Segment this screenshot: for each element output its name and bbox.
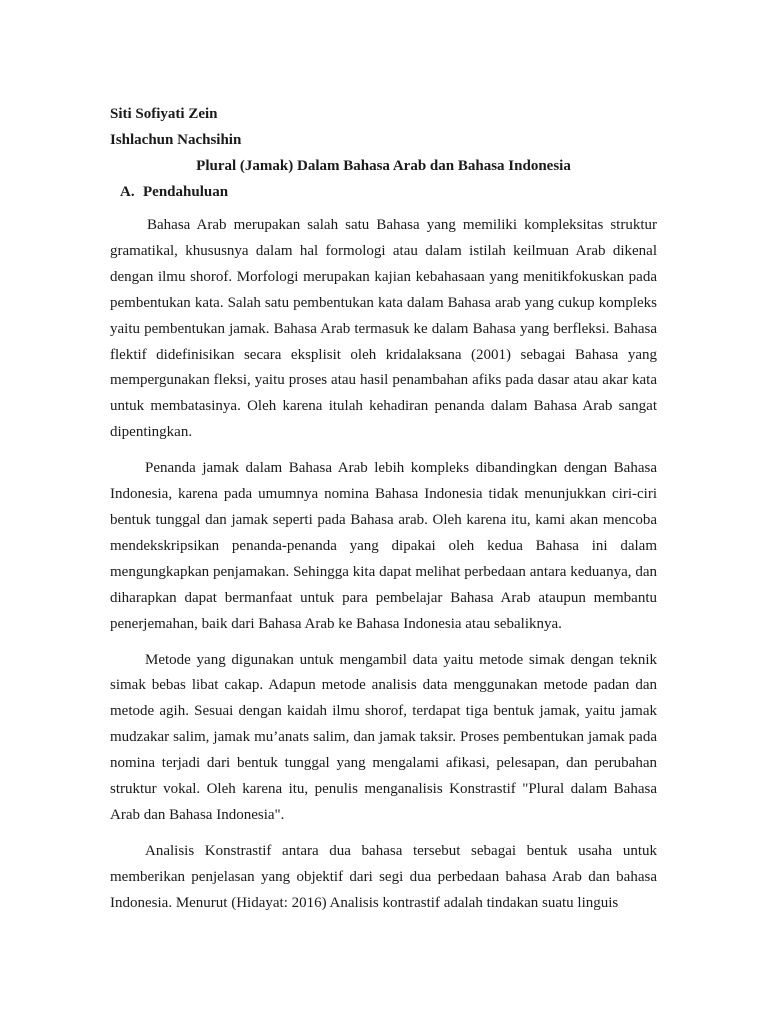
paragraph: Analisis Konstrastif antara dua bahasa tersebut sebagai bentuk usaha untuk memberikan penjelasan yang objektif dari segi dua perbedaan bahasa Arab dan bahasa Indonesia. Menurut (Hidayat: 2016) Analisis kontrastif adalah tindakan suatu linguis (110, 842, 657, 911)
author-name-1: Siti Sofiyati Zein (110, 106, 218, 122)
document-body (110, 101, 657, 927)
section-number: A. (120, 184, 135, 200)
document-title: Plural (Jamak) Dalam Bahasa Arab dan Bahasa Indonesia (196, 158, 571, 174)
paragraph: Metode yang digunakan untuk mengambil data yaitu metode simak dengan teknik simak bebas libat cakap. Adapun metode analisis data menggunakan metode padan dan metode agih. Sesuai dengan kaidah ilmu shorof, terdapat tiga bentuk jamak, yaitu jamak mudzakar salim, jamak mu’anats salim, dan jamak taksir. Proses pembentukan jamak pada nomina terjadi dari bentuk tunggal yang mengalami afikasi, pelesapan, dan perubahan struktur vokal. Oleh karena itu, penulis menganalisis Konstrastif "Plural dalam Bahasa Arab dan Bahasa Indonesia". (110, 651, 657, 823)
paragraph: Penanda jamak dalam Bahasa Arab lebih kompleks dibandingkan dengan Bahasa Indonesia, karena pada umumnya nomina Bahasa Indonesia tidak menunjukkan ciri-ciri bentuk tunggal dan jamak seperti pada Bahasa arab. Oleh karena itu, kami akan mencoba mendekskripsikan penanda-penanda yang dipakai oleh kedua Bahasa ini dalam mengungkapkan penjamakan. Sehingga kita dapat melihat perbedaan antara keduanya, dan diharapkan dapat bermanfaat untuk para pembelajar Bahasa Arab ataupun membantu penerjemahan, baik dari Bahasa Arab ke Bahasa Indonesia atau sebaliknya. (110, 460, 657, 632)
section-heading (110, 179, 657, 205)
author-name-2: Ishlachun Nachsihin (110, 132, 242, 148)
paragraph: Bahasa Arab merupakan salah satu Bahasa yang memiliki kompleksitas struktur gramatikal, khususnya dalam hal formologi atau dalam istilah keilmuan Arab dikenal dengan ilmu shorof. Morfologi merupakan kajian kebahasaan yang menitikfokuskan pada pembentukan kata. Salah satu pembentukan kata dalam Bahasa arab yang cukup kompleks yaitu pembentukan jamak. Bahasa Arab termasuk ke dalam Bahasa yang berfleksi. Bahasa flektif didefinisikan secara eksplisit oleh kridalaksana (2001) sebagai Bahasa yang mempergunakan fleksi, yaitu proses atau hasil penambahan afiks pada dasar atau akar kata untuk membatasinya. Oleh karena itulah kehadiran penanda dalam Bahasa Arab sangat dipentingkan. (110, 217, 657, 441)
section-title: Pendahuluan (143, 184, 229, 200)
